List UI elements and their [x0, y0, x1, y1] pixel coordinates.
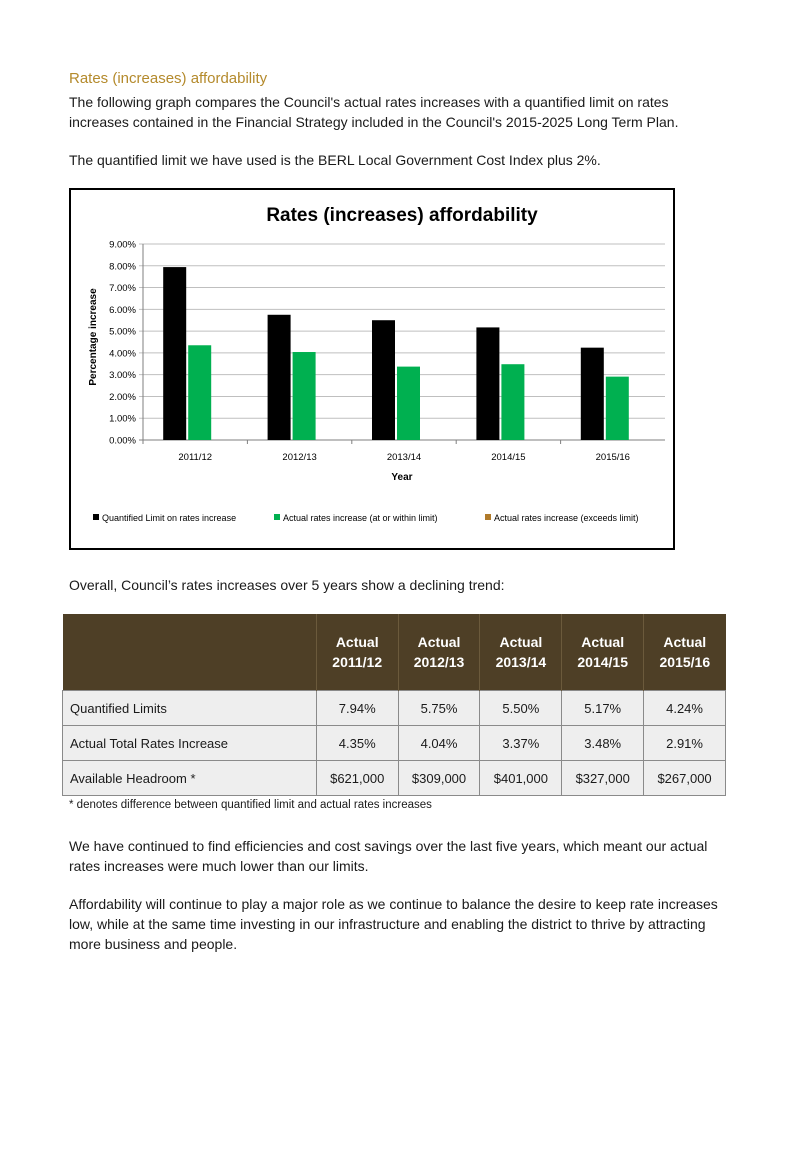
- x-tick-label: 2012/13: [282, 452, 317, 463]
- legend-swatch: [485, 514, 491, 520]
- y-tick-label: 3.00%: [109, 370, 136, 382]
- legend-swatch: [274, 514, 280, 520]
- bar-quantified-limit: [372, 320, 395, 440]
- table-cell: 4.24%: [644, 691, 726, 726]
- table-header-row: [63, 614, 726, 691]
- table-cell: 5.50%: [480, 691, 562, 726]
- bar-actual-within-limit: [606, 377, 629, 440]
- header-blank-cell: [63, 614, 317, 691]
- chart-frame: [69, 188, 675, 550]
- row-label: Available Headroom *: [63, 761, 317, 796]
- table-cell: 4.04%: [398, 726, 480, 761]
- legend-entry: Actual rates increase (exceeds limit): [494, 513, 639, 523]
- y-tick-label: 5.00%: [109, 326, 136, 338]
- x-tick-label: 2015/16: [595, 452, 630, 463]
- x-tick-label: 2011/12: [178, 452, 213, 463]
- x-tick-label: 2014/15: [491, 452, 526, 463]
- header-2014-15: Actual 2014/15: [562, 614, 644, 691]
- bar-actual-within-limit: [501, 364, 524, 440]
- y-tick-label: 9.00%: [109, 239, 136, 251]
- legend-entry: Actual rates increase (at or within limit): [283, 513, 438, 523]
- table-cell: 5.17%: [562, 691, 644, 726]
- table-cell: $401,000: [480, 761, 562, 796]
- bar-quantified-limit: [581, 348, 604, 440]
- chart-title: Rates (increases) affordability: [266, 205, 538, 226]
- bar-quantified-limit: [476, 327, 499, 440]
- y-tick-label: 7.00%: [109, 283, 136, 295]
- header-2015-16: Actual 2015/16: [644, 614, 726, 691]
- table-row: [63, 761, 726, 796]
- y-axis-label: Percentage increase: [88, 288, 99, 386]
- row-label: Quantified Limits: [63, 691, 317, 726]
- table-cell: $327,000: [562, 761, 644, 796]
- y-tick-label: 0.00%: [109, 435, 136, 447]
- table-cell: 3.48%: [562, 726, 644, 761]
- bar-quantified-limit: [268, 315, 291, 440]
- table-cell: 2.91%: [644, 726, 726, 761]
- limit-note-paragraph: The quantified limit we have used is the BERL Local Government Cost Index plus 2%.: [69, 152, 601, 168]
- table-cell: 4.35%: [316, 726, 398, 761]
- efficiency-paragraph: We have continued to find efficiencies and cost savings over the last five years, which meant our actual rates increases were much lower than our limits.: [69, 838, 708, 874]
- section-heading: Rates (increases) affordability: [69, 70, 268, 87]
- y-tick-label: 8.00%: [109, 261, 136, 273]
- y-tick-labels: [109, 240, 136, 447]
- table-cell: 7.94%: [316, 691, 398, 726]
- table-cell: $267,000: [644, 761, 726, 796]
- bar-actual-within-limit: [397, 367, 420, 440]
- header-2013-14: Actual 2013/14: [480, 614, 562, 691]
- rates-table: [62, 614, 726, 796]
- y-tick-label: 2.00%: [109, 391, 136, 403]
- bar-actual-within-limit: [293, 352, 316, 440]
- intro-paragraph: The following graph compares the Council's actual rates increases with a quantified limit on rates increases contained in the Financial Strategy included in the Council's 2015-2025 Long Term Plan.: [69, 94, 679, 130]
- y-tick-label: 6.00%: [109, 304, 136, 316]
- affordability-paragraph: Affordability will continue to play a major role as we continue to balance the desire to keep rate increases low, while at the same time investing in our infrastructure and enabling the district to thrive by attracting more business and people.: [69, 896, 718, 952]
- y-tick-label: 4.00%: [109, 348, 136, 360]
- x-tick-labels: [143, 440, 630, 463]
- rates-bar-chart: [71, 190, 673, 548]
- table-footnote: * denotes difference between quantified limit and actual rates increases: [69, 799, 432, 811]
- table-cell: 5.75%: [398, 691, 480, 726]
- table-row: [63, 726, 726, 761]
- table-cell: $621,000: [316, 761, 398, 796]
- trend-paragraph: Overall, Council’s rates increases over 5 years show a declining trend:: [69, 577, 505, 593]
- legend-entry: Quantified Limit on rates increase: [102, 513, 237, 523]
- header-2011-12: Actual 2011/12: [316, 614, 398, 691]
- row-label: Actual Total Rates Increase: [63, 726, 317, 761]
- table-cell: $309,000: [398, 761, 480, 796]
- header-2012-13: Actual 2012/13: [398, 614, 480, 691]
- chart-legend: [93, 513, 639, 523]
- table-row: [63, 691, 726, 726]
- bars: [163, 267, 629, 440]
- x-axis-label: Year: [391, 472, 413, 483]
- bar-quantified-limit: [163, 267, 186, 440]
- bar-actual-within-limit: [188, 345, 211, 440]
- y-tick-label: 1.00%: [109, 413, 136, 425]
- table-cell: 3.37%: [480, 726, 562, 761]
- legend-swatch: [93, 514, 99, 520]
- x-tick-label: 2013/14: [386, 452, 422, 463]
